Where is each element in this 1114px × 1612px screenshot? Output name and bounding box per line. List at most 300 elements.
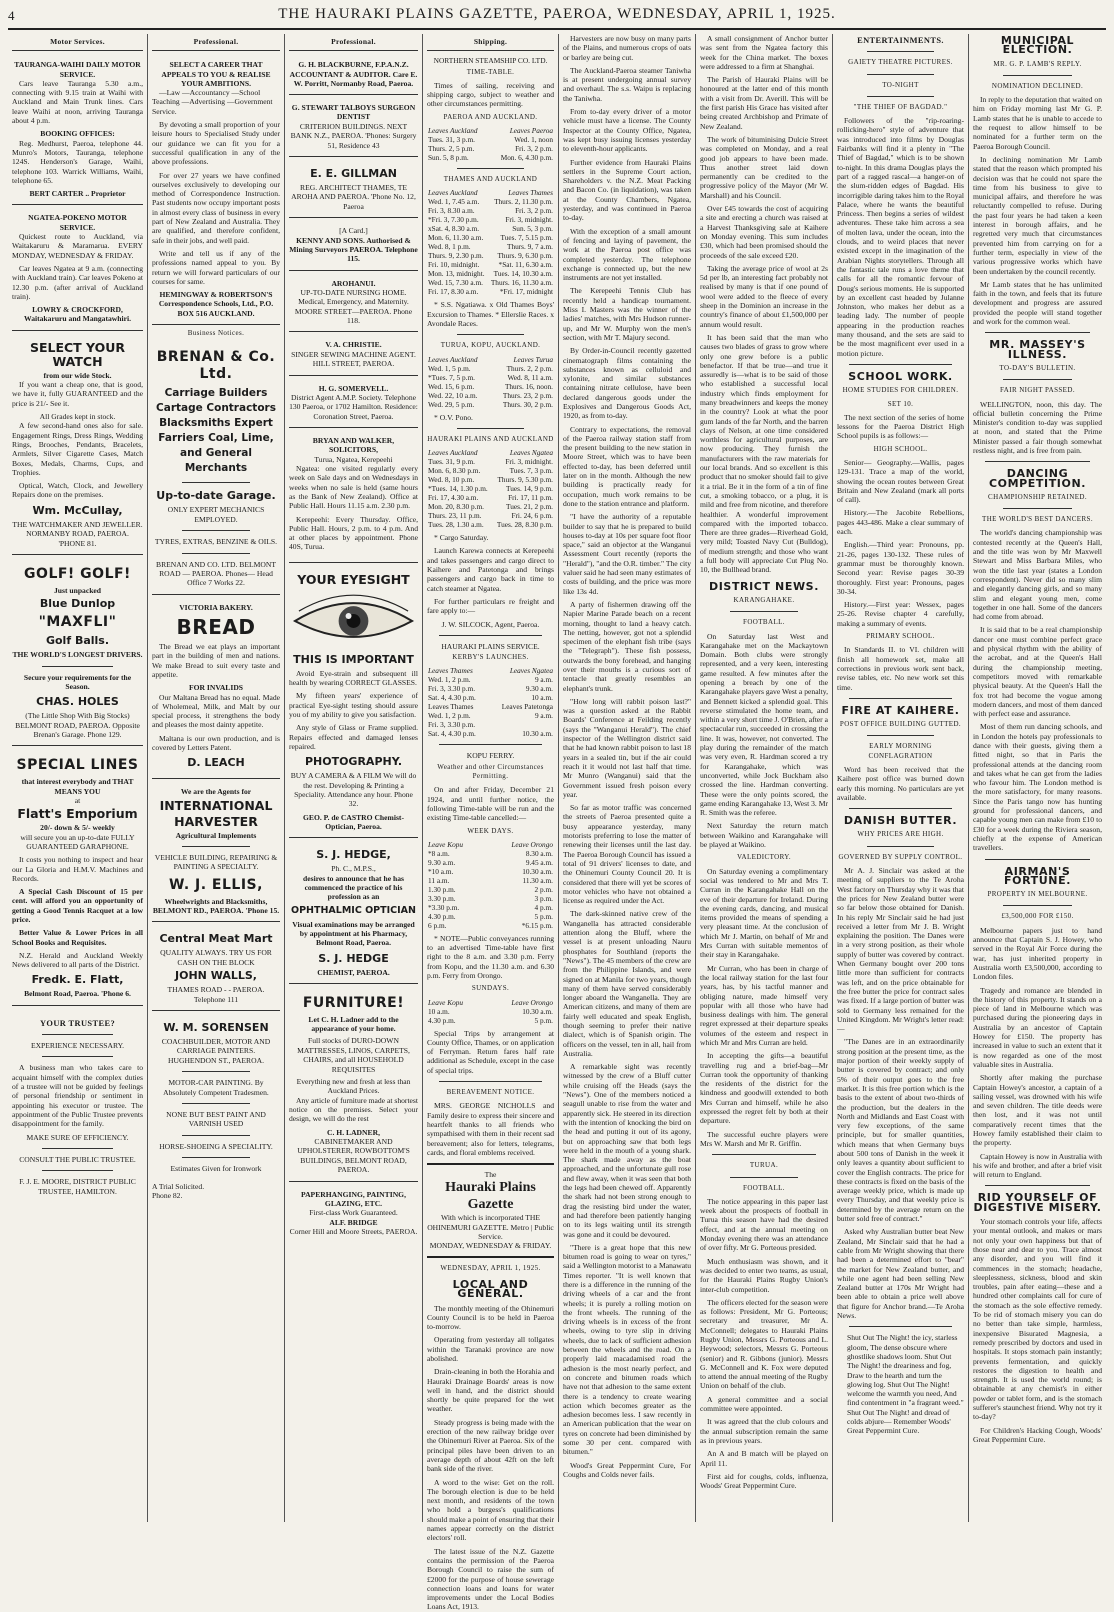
ad-body: Estimates Given for Ironwork xyxy=(170,1164,262,1174)
route-title: PAEROA AND AUCKLAND. xyxy=(443,112,538,121)
timetable-cell: Thurs. 9, 7 a.m. xyxy=(506,242,553,252)
column-5 xyxy=(559,34,696,1522)
ad-body: Avoid Eye-strain and subsequent ill health by wearing CORRECT GLASSES. xyxy=(289,668,418,688)
ad-title: INTERNATIONAL xyxy=(159,797,273,813)
article-subhead: FOOTBALL. xyxy=(743,618,785,627)
article-paragraph: The dark-skinned native crew of the Wanganella has attracted considerable attention along the Bluff, where the vessel is at present unloading Nauru phosphates for Southland (reports the "News"). The 45 members of the crew are from the Philippine Islands, and were signed on at Manila for two years, though many of them have served considerably longer aboard the Wanganella. They are American citizens, and many of them are fairly well educated and speak English, though seeming to prefer their native dialect, which is of Spanish origin. The officers on the vessel, ten in all, hail from Australia. xyxy=(563,909,691,1058)
ad-title: W. M. SORENSEN xyxy=(163,1020,269,1034)
timetable-row xyxy=(427,215,554,224)
ad-body: By devoting a small proportion of your leisure hours to Specialised Study under our guidance we can fit you for a successful qualification in any of the above professions. xyxy=(152,120,280,167)
column-8 xyxy=(969,34,1106,1522)
timetable-cell: *10 a.m. xyxy=(428,866,454,876)
timetable-cell: 6 p.m. xyxy=(428,920,447,930)
timetable-row xyxy=(427,242,554,251)
ad-subtitle: EXPERIENCE NECESSARY. xyxy=(30,1041,125,1051)
article-headline: DISTRICT NEWS. xyxy=(709,579,819,593)
timetable-row xyxy=(427,135,554,144)
ad-body: SINGER SEWING MACHINE AGENT. HILL STREET, PAEROA. xyxy=(291,349,416,369)
article-paragraph: With the exception of a small amount of fencing and laying of pavement, the work at the Paeroa post office was completed yesterday. The telephone exchange is connected up, but the new instruments are not yet installed. xyxy=(563,226,691,283)
ad-brand: Blue Dunlop xyxy=(39,597,116,611)
article-subhead: VALEDICTORY. xyxy=(736,853,791,862)
nameplate-subtitle: With which is incorporated THE OHINEMURI GAZETTE. Metro | Public Service. xyxy=(427,1213,554,1242)
timetable-cell: 10 a.m. xyxy=(531,693,553,703)
ad-title: V. A. CHRISTIE. xyxy=(325,340,382,350)
ad-body: Ngatea: one visited regularly every week on Sale days and on Wednesdays in weeks when no sale is held (same hours as the Bank of New Zealand). Office at Public Hall. Hours 11.15 a.m. 2.30 p.m. xyxy=(289,464,418,511)
timetable-cell: Thurs. 30, 2 p.m. xyxy=(502,399,553,409)
timetable-row xyxy=(427,1007,554,1016)
article-paragraph: Drain-cleaning in both the Horahia and Hauraki Drainage Boards' areas is now well in hand, and the district should shortly be quite prepared for the wet weather. xyxy=(427,1367,554,1414)
nameplate-the: The xyxy=(484,1170,497,1180)
timetable-cell: Leaves Turua xyxy=(513,354,553,364)
ad-title: NGATEA-POKENO MOTOR SERVICE. xyxy=(28,213,127,232)
ad-title: Central Meat Mart xyxy=(159,932,273,946)
article-subhead: GOVERNED BY SUPPLY CONTROL. xyxy=(838,852,963,861)
ad-name: S. J. HEDGE xyxy=(318,951,389,965)
timetable-row xyxy=(427,269,554,278)
timetable-row xyxy=(427,153,554,162)
advertisement xyxy=(12,209,143,330)
timetable-cell: Leaves Auckland xyxy=(428,126,478,136)
timetable-cell: Leaves Auckland xyxy=(428,188,478,198)
article-paragraph: Over £45 towards the cost of acquiring a site and erecting a church was raised at a Harvest Thanksgiving sale at Kaihere on Monday evening. This sum includes £30, which had been promised should the proceeds of the sale exceed £20. xyxy=(700,204,828,260)
advertisement xyxy=(152,926,280,1011)
ad-body: My fifteen years' experience of practical Eye-sight testing should assure you of my ability to give you satisfaction. xyxy=(289,691,418,719)
timetable-cell: *6.15 p.m. xyxy=(521,920,553,930)
ad-subtitle: [A Card.] xyxy=(339,226,368,236)
timetable-row xyxy=(427,457,554,466)
timetable-cell: 3.30 p.m. xyxy=(428,893,456,903)
article-subhead: FAIR NIGHT PASSED. xyxy=(1000,386,1075,395)
ad-title: PAPERHANGING, PAINTING, GLAZING, ETC. xyxy=(301,1189,406,1208)
article-subhead: £3,500,000 FOR £150. xyxy=(1001,912,1074,921)
ad-body: NONE BUT BEST PAINT AND VARNISH USED xyxy=(166,1109,266,1129)
ad-title: SPECIAL LINES xyxy=(16,757,139,774)
timetable-cell: Wed. 8, 10 p.m. xyxy=(428,475,475,485)
timetable-cell: Leaves Auckland xyxy=(428,448,478,458)
timetable-cell: Fri. 3, 2 p.m. xyxy=(515,144,553,154)
ad-body: District Agent A.M.P. Society. Telephone 130 Paeroa, or 1702 Hamilton. Residence: Coronation Street, Paeroa. xyxy=(289,392,418,421)
ad-brand: Golf Balls. xyxy=(45,634,110,648)
timetable-cell: 11 a.m. xyxy=(428,875,450,885)
timetable-cell: *3.30 p.m. xyxy=(428,902,460,912)
ad-body: TYRES, EXTRAS, BENZINE & OILS. xyxy=(154,537,278,547)
ad-body: Maltana is our own production, and is covered by Letters Patent. xyxy=(152,733,280,753)
article-paragraph: The Auckland-Paeroa steamer Taniwha is at present undergoing annual survey and overhaul. The s.s. Waipu is replacing the Taniwha. xyxy=(563,65,691,103)
advertisement xyxy=(289,380,418,429)
article-paragraph: First aid for coughs, colds, influenza, Woods' Great Peppermint Cure. xyxy=(700,1471,828,1491)
article-subhead: FOOTBALL. xyxy=(743,1183,785,1192)
timetable-cell: Leave Kopu xyxy=(428,839,464,849)
article-subhead: HIGH SCHOOL. xyxy=(873,444,928,453)
timetable-cell: Fri. 3, midnight. xyxy=(505,457,553,467)
ad-body: Full stocks of DURO-DOWN MATTRESSES, LINOS, CARPETS, CHAIRS, and all HOUSEHOLD REQUISITES xyxy=(297,1036,410,1074)
ad-body: HORSE-SHOEING A SPECIALITY. xyxy=(159,1141,273,1151)
article-headline: SCHOOL WORK. xyxy=(848,369,953,383)
timetable-note: For further particulars re freight and fare apply to:— xyxy=(427,596,554,616)
article-paragraph: The world's dancing championship was contested recently at the Queen's Hall, and the title was won by Mr Maxwell Stewart and Miss Barbara Miles, who won the title last year (states a London correspondent). Never did so many slim and elegantly dancing girls, and so many slim and elegant young men, come together in one hall. Some of the dancers had come from abroad. xyxy=(973,528,1102,622)
timetable-cell: Sun. 5, 8 p.m. xyxy=(428,153,469,163)
timetable-cell: *Fri. 17, midnight xyxy=(499,287,553,297)
ad-subtitle: from our wide Stock. xyxy=(43,370,112,380)
timetable-cell: 9 a.m. xyxy=(534,711,553,721)
ad-body: REG. ARCHITECT THAMES, TE AROHA AND PAEROA. 'Phone No. 12, Paeroa xyxy=(291,183,416,211)
article-paragraph: "How long will rabbit poison last?" was a question asked at the Rabbit Boards' Conference at Feilding recently (says the "Wanganui Herald"). The chief inspector of the Wellington district said that he had known rabbit poison to last 18 years in a sealed tin, but if the air could reach it it would not last half that time. Mr Munro (Wanganui) said that the Government issued fresh poison every year. xyxy=(563,696,691,799)
advertisement xyxy=(12,559,143,746)
newspaper-title: THE HAURAKI PLAINS GAZETTE, PAEROA, WEDNESDAY, APRIL 1, 1925. xyxy=(278,6,836,22)
route-title: HAURAKI PLAINS AND AUCKLAND xyxy=(427,434,554,443)
ad-footer: GEO. P. de CASTRO Chemist-Optician, Paeroa. xyxy=(303,812,404,832)
advertisement xyxy=(289,567,418,839)
article-paragraph: Contrary to expectations, the removal of the Paeroa railway station staff from the present building to the new station in Moore Street, which was to have been effected to-day, has been deferred until later on in the month. Although the new building is practically ready for occupation, much work remains to be done to the station entrance and platform. xyxy=(563,424,691,508)
timetable-row xyxy=(427,711,554,720)
timetable-row xyxy=(427,702,554,711)
advertisement xyxy=(289,275,418,333)
article-paragraph: The notice appearing in this paper last week about the prospects of football in Turua this season have had the desired effect, and at the annual meeting on Monday evening there was an attendance of over fifty. Mr G. Porteous presided. xyxy=(700,1196,828,1253)
timetable-cell: Tues. 14, 10.30 a.m. xyxy=(493,269,553,279)
timetable-note: Special Trips by arrangement at County Office, Thames, or on application of Ferryman. Return fares half rate additional as Schedule, except in the case of special trips. xyxy=(427,1028,554,1075)
advertisement xyxy=(152,599,280,780)
timetable-row xyxy=(427,373,554,382)
timetable-cell: Leave Orongo xyxy=(511,997,553,1007)
article-headline: DANISH BUTTER. xyxy=(843,814,958,828)
timetable-row xyxy=(427,840,554,849)
ad-body: at xyxy=(74,795,81,805)
timetable-row xyxy=(427,520,554,529)
timetable-cell: Wed. 1, 5 p.m. xyxy=(428,363,471,373)
issue-date: WEDNESDAY, APRIL 1, 1925. xyxy=(440,1263,541,1272)
masthead xyxy=(8,6,1106,30)
ad-offer: 20/- down & 5/- weekly xyxy=(40,823,115,833)
timetable-note: * Cargo Saturday. xyxy=(434,533,489,543)
nameplate-days: MONDAY, WEDNESDAY & FRIDAY. xyxy=(429,1241,552,1251)
article-paragraph: The next section of the series of home lessons for the Paeroa District High School pupils is as follows:— xyxy=(837,412,964,441)
advertisement xyxy=(289,99,418,157)
ad-body: COACHBUILDER, MOTOR AND CARRIAGE PAINTERS. HUGHENDON ST., PAEROA. xyxy=(161,1036,271,1065)
timetable-cell: Thurs. 16, noon. xyxy=(504,381,553,391)
article-paragraph: Mr Lamb states that he has unlimited faith in the town, and feels that its future development and progress are assured provided the people will stand together and work for the common weal. xyxy=(973,279,1102,327)
ad-title: YOUR EYESIGHT xyxy=(297,571,410,587)
timetable-row xyxy=(427,475,554,484)
ad-body: Better Value & Lower Prices in all School Books and Requisites. xyxy=(12,928,143,947)
ad-body: A Special Cash Discount of 15 per cent. will afford you an opportunity of getting a Good Tennis Racquet at a low price. xyxy=(12,887,143,924)
timetable-cell: Thurs. 2, 2 p.m. xyxy=(506,363,553,373)
route-title: THAMES AND AUCKLAND xyxy=(443,175,538,184)
ad-body: desires to announce that he has commenced the practice of his profession as an xyxy=(303,873,404,902)
ad-list: Carriage Builders Cartage Contractors Blacksmiths Expert Farriers Coal, Lime, and General Merchants xyxy=(156,387,276,475)
article-subhead: WHY PRICES ARE HIGH. xyxy=(857,830,944,839)
ad-subtitle: We are the Agents for xyxy=(180,787,252,797)
ad-subtitle: PHOTOGRAPHY. xyxy=(304,755,403,769)
ad-body: BUY A CAMERA & A FILM We will do the rest. Developing & Printing a Speciality. Attendance any hour. Phone 32. xyxy=(290,771,417,809)
timetable xyxy=(427,666,554,738)
ad-title: BRYAN AND WALKER, SOLICITORS, xyxy=(312,436,395,455)
timetable-cell: Wed. 15, 6 p.m. xyxy=(428,381,475,391)
article-paragraph: Further evidence from Hauraki Plains settlers in the Supreme Court action, Shareholders v. the N.Z. Meat Packing and Bacon Co. (in liquidation), was taken at the County Chambers, Ngatea, yesterday, and was continued in Paeroa to-day. xyxy=(563,157,691,223)
timetable-cell: Tues. 28, 1.30 a.m. xyxy=(428,520,484,530)
timetable-cell: Wed. 15, 7.30 a.m. xyxy=(428,278,483,288)
section-header: Professional. xyxy=(289,34,418,51)
ad-name: Fredk. E. Flatt, xyxy=(31,973,124,987)
article-paragraph: It has been said that the man who causes two blades of grass to grow where only one grew before is a public benefactor. If that be true—and true it assuredly is—what is to be said of those who established a successful local industry which finds employment for many breadwinners and keeps the money in the country? Look at what the poor gum lands of the far North, and the barren clays of Nelson, at one time considered worthless for agricultural purposes, are now producing. They furnish the manufacturers with the raw materials for our local brands. And so excellent is this product that no smoker should fail to give it a trial. Be it in the form of a tin of fine cut, a smoking tobacco, or a plug, it is mild and free from nicotine, and therefore healthier. A wonderful improvement compared with the imported tobacco. There are three grades—Riverhead Gold, very mild; Toasted Navy Cut (Bulldog), of medium strength; and those who want a full body will appreciate Cut Plug No. 10, the Bullhead brand. xyxy=(700,332,828,575)
ad-body: Our Maltana Bread has no equal. Made of Wholemeal, Milk, and Malt by our special process, it strengthens the body and pleases the most dainty appetite. xyxy=(152,692,280,730)
ad-name: C. H. LADNER, xyxy=(327,1127,380,1137)
column-6 xyxy=(696,34,833,1522)
ad-title: SELECT YOUR WATCH xyxy=(29,339,126,369)
advertisement xyxy=(289,1186,418,1243)
advertisement xyxy=(12,750,143,1005)
ad-body: For over 27 years we have confined ourselves exclusively to developing our method of Correspondence Instruction. Past students now occupy important posts in almost every class of business in every part of New Zealand and Australia. They are qualified, and therefore confident, safe in their jobs, and well paid. xyxy=(152,170,280,245)
timetable-cell: Leaves Ngatea xyxy=(509,666,553,676)
timetable-cell: Thurs. 2, 11.30 p.m. xyxy=(494,197,553,207)
ad-address: THE WATCHMAKER AND JEWELLER. NORMANBY ROAD, PAEROA. 'PHONE 81. xyxy=(12,519,143,548)
article-paragraph: A remarkable sight was recently witnessed by the crew of a Bluff cutter while cruising off the Heads (says the "News"). One of the members noticed a seagull unable to rise from the water and apparently sick. He steered in its direction with the intention of knocking the bird on the head and putting it out of its agony, but on approaching saw that both legs were held in the mouth of a young shark. The shark made away as the boat approached, and the unfortunate gull rose and flew away, when it was seen that both the legs had been chewed off. Apparently the shark had not been strong enough to drag the resisting bird under the water, and had therefore been patiently hanging on to its legs waiting until its strength was gone and it could be devoured. xyxy=(563,1062,691,1239)
timetable-cell: Thurs. 9, 5.30 p.m. xyxy=(497,475,553,485)
timetable-row xyxy=(427,1016,554,1025)
timetable-cell: 2 p.m. xyxy=(534,884,553,894)
ad-body: Kerepeehi: Every Thursday. Office, Public Hall. Hours, 2 p.m. to 4 p.m. And at other places by appointment. Phone 40S, Turua. xyxy=(289,514,418,552)
article-paragraph: WELLINGTON, noon, this day. The official bulletin concerning the Prime Minister's condition to-day was supplied at noon, and stated that the Prime Minister passed a fair though somewhat restless night, and is free from pain. xyxy=(973,399,1102,455)
timetable-cell: *Fri. 3, 7.30 p.m. xyxy=(428,215,479,225)
timetable-row xyxy=(427,675,554,684)
ad-body: The Bread we eat plays an important part in the building of men and nations. We make Bread to suit every taste and appetite. xyxy=(152,642,280,679)
article-headline: RID YOURSELF OF DIGESTIVE MISERY. xyxy=(973,1191,1102,1214)
article-paragraph: Mr A. J. Sinclair was asked at the meeting of suppliers to the Te Aroha West factory on Thursday why it was that the prices for New Zealand butter were so far below those obtained for Danish. In his reply Mr Sinclair said he had just received a letter from Mr J. B. Wright explaining the position. The Danes were in a very strong position, as their whole supply of butter was covered by contract. When Germany bought over 200 tons little more than sufficient for contracts was left, and on the price obtainable for the free butter the price for contract sales was fixed. If a large portion of butter was sold to Germany less remained for the United Kingdom. Mr Wright's letter read:— xyxy=(837,866,964,1034)
article-paragraph: Melbourne papers just to hand announce that Captain S. J. Howey, who served in the Royal Air Force during the war, has just inherited property in Australia worth £3,500,000, according to London files. xyxy=(973,925,1102,982)
ad-name: JOHN WALLS, xyxy=(175,969,257,983)
ad-body: UP-TO-DATE NURSING HOME. Medical, Emergency, and Maternity. MOORE STREET—PAEROA. Phone 118. xyxy=(294,287,413,326)
article-paragraph: Harvesters are now busy on many parts of the Plains, and numerous crops of oats or barley are being cut. xyxy=(563,34,691,62)
timetable-row xyxy=(427,400,554,409)
timetable-row xyxy=(427,355,554,364)
timetable-cell: Leaves Thames xyxy=(508,188,553,198)
ad-title: BRENAN & Co. Ltd. xyxy=(156,349,276,383)
article-subhead: GAIETY THEATRE PICTURES. xyxy=(848,58,953,67)
ad-title: G. STEWART TALBOYS SURGEON DENTIST xyxy=(291,103,416,122)
article-paragraph: English.—Third year: Pronouns, pp. 21-26, pages 130-132. These rules of grammar must be thoroughly known. Second year: Revise pages 30-39 thoroughly. First year: Pronouns, pages 30-34. xyxy=(837,540,964,596)
ad-subtitle: VICTORIA BAKERY. xyxy=(179,602,253,612)
article-headline: LOCAL AND GENERAL. xyxy=(452,1277,529,1301)
timetable-cell: Leave Orongo xyxy=(511,839,553,849)
article-paragraph: Much enthusiasm was shown, and it was decided to enter two teams, as usual, for the Hauraki Plains Rugby Union's inter-club competition. xyxy=(700,1256,828,1294)
ad-title: SELECT A CAREER THAT APPEALS TO YOU & REALISE YOUR AMBITIONS. xyxy=(161,60,271,88)
article-paragraph: Most of them run dancing schools, and in London the hotels pay professionals to dance with their guests, giving them a fitted night, so that in Paris the professional attends at the dancing room and takes what he can get from the ladies who favour him. The London method is the more satisfactory, for many reasons. Since the Paris tango now has hunting ground for professional dancers, and capable young men can make from £10 to £30 for a week during the Riviera season, chiefly at the expense of American travellers. xyxy=(973,722,1102,853)
article-paragraph: Operating from yesterday all tollgates within the Taranaki province are now abolished. xyxy=(427,1335,554,1363)
column-3 xyxy=(285,34,423,1522)
advertisement xyxy=(289,336,418,375)
article-paragraph: The Kerepeehi Tennis Club has recently held a handicap tournament. Miss I. Masters was the winner of the ladies' matches, with Mrs Hudson runner-up, and Mr W. Murphy won the men's section, with Mr T. Majury second. xyxy=(563,286,691,342)
timetable-row xyxy=(427,849,554,858)
advertisement xyxy=(152,1015,280,1206)
timetable-cell: Wed. 22, 10 a.m. xyxy=(428,390,478,400)
article-headline: MUNICIPAL ELECTION. xyxy=(1000,34,1075,57)
timetable-cell: Fri. 17, 11 p.m. xyxy=(508,493,553,503)
timetable-cell: Wed. 1, 2 p.m. xyxy=(428,711,471,721)
timetable-cell: 8.30 a.m. xyxy=(525,848,553,858)
timetable-cell: 9.30 a.m. xyxy=(525,684,553,694)
timetable-cell: 5 p.m. xyxy=(534,1015,553,1025)
notice-title: BEREAVEMENT NOTICE. xyxy=(446,1088,535,1097)
timetable-row xyxy=(427,484,554,493)
timetable-cell: Wed. 1, 2 p.m. xyxy=(428,675,471,685)
ad-body: G. H. BLACKBURNE, F.P.A.N.Z. ACCOUNTANT & AUDITOR. Care E. W. Porritt, Normanby Road, Paeroa. xyxy=(289,60,418,88)
timetable-cell: 1.30 p.m. xyxy=(428,884,456,894)
ad-body: ONLY EXPERT MECHANICS EMPLOYED. xyxy=(167,505,265,524)
timetable-cell: Wed. 8, 11 a.m. xyxy=(507,372,553,382)
timetable-cell: Leaves Paeroa xyxy=(509,126,553,136)
ad-body: Everything new and fresh at less than Auckland Prices. xyxy=(296,1077,411,1096)
page-number: 4 xyxy=(8,8,16,23)
article-paragraph: A word to the wise: Get on the roll. The borough election is due to be held next month, and residents of the town who hold a burgess's qualifications should make a point of ensuring that their names appear correctly on the district electors' roll. xyxy=(427,1477,554,1543)
ad-body: All Grades kept in stock. xyxy=(39,411,116,421)
timetable-row xyxy=(427,876,554,885)
ad-body: Let C. H. Ladner add to the appearance of your home. xyxy=(308,1014,399,1034)
timetable-cell xyxy=(488,720,554,729)
timetable-cell: *Tues. 7, 5 p.m. xyxy=(428,372,475,382)
article-subhead: KARANGAHAKE. xyxy=(733,595,795,604)
timetable-cell: Tues. 31, 9 p.m. xyxy=(428,457,475,467)
ad-title: TAURANGA-WAIHI DAILY MOTOR SERVICE. xyxy=(14,60,141,79)
article-subhead: "THE THIEF OF BAGDAD." xyxy=(853,102,948,111)
ad-subtitle: BOOKING OFFICES: xyxy=(40,129,115,139)
timetable-cell: Leaves Thames xyxy=(428,702,474,712)
ad-title: GOLF! GOLF! xyxy=(24,565,131,582)
timetable-cell: Thurs. 16, 11.30 a.m. xyxy=(490,278,553,288)
article-paragraph: "There is a great hope that this new bitumen road is going to wear on tyres," said a Wellington motorist to a Manawatu Times reporter. "It is well known that there is a difference in the running of the driving wheels of a car and the front wheels; it is purely a rolling motion on the front wheels. The running of the driving wheels is in excess of the front wheels, owing to tyre slip in driving wheels, due to lack of sufficient adhesion between the wheels and the road. On a properly laid macadamised road the adhesion is the most nearly perfect, and on concrete and bitumen roads which have not that adhesion to the same extent there is a tendency to create wearing action which becomes greater as the adhesion becomes less. I saw recently in an American publication that the wear on tyres on concrete had been diminished by some 30 per cent. compared with bitumen." xyxy=(563,1242,691,1457)
ad-footer: F. J. E. MOORE, DISTRICT PUBLIC TRUSTEE, HAMILTON. xyxy=(19,1177,136,1196)
ad-body: Quickest route to Auckland, via Waitakaruru & Maramarua. EVERY MONDAY, WEDNESDAY & FRIDAY. xyxy=(12,232,143,260)
timetable-row xyxy=(427,260,554,269)
ad-body: If you want a cheap one, that is good, we have it, fully GUARANTEED and the price is 21/- See it. xyxy=(12,380,143,408)
article-subhead: SET 10. xyxy=(887,399,914,408)
timetable-note: * O.V. Pono. xyxy=(434,412,473,422)
timetable-row xyxy=(427,391,554,400)
article-paragraph: By Order-in-Council recently gazetted cinematograph films containing the substances known as celluloid and xylonite, and similar substances containing nitrate cellulose, have been declared dangerous goods under the Explosives and Dangerous Goods Act, 1920, as from to-day. xyxy=(563,346,691,421)
timetable-row xyxy=(427,693,554,702)
timetable xyxy=(427,448,554,529)
timetable-cell: Sat. 4, 4.30 p.m. xyxy=(428,729,476,739)
timetable-cell: 10.30 a.m. xyxy=(522,1006,553,1016)
advertisement xyxy=(12,56,143,205)
timetable-cell: Fri. 3, 3.30 p.m. xyxy=(428,720,476,730)
timetable xyxy=(427,840,554,930)
notice-body: MRS. GEORGE NICHOLLS and Family desire to express their sincere and heartfelt thanks to all friends who sympathised with them in their recent sad bereavement; also for letters, telegrams, cards, and floral emblems received. xyxy=(427,1101,554,1157)
article-headline: DANCING COMPETITION. xyxy=(988,467,1087,490)
advertisement xyxy=(12,1010,143,1202)
article-paragraph: Taking the average price of wool at 2s 5d per lb, an interesting fact probably not realised by many is that if one pound of wool were added to the fleece of every sheep in the Dominion an increase in the country's finance of about £1,500,000 per annum would result. xyxy=(700,263,828,329)
article-paragraph: Next Saturday the return match between Waikino and Karangahake will be played at Waikino. xyxy=(700,821,828,850)
timetable-cell: *8 a.m. xyxy=(428,848,450,858)
timetable-row xyxy=(427,126,554,135)
timetable-cell: 10.30 a.m. xyxy=(522,729,553,739)
timetable xyxy=(427,355,554,409)
ad-name: W. J. ELLIS, xyxy=(169,876,263,893)
timetable-row xyxy=(427,233,554,242)
column-7 xyxy=(833,34,969,1522)
ad-footer: BERT CARTER .. Proprietor xyxy=(29,189,126,199)
timetable-row xyxy=(427,448,554,457)
timetable-cell: 4 p.m. xyxy=(534,902,553,912)
timetable-row xyxy=(427,197,554,206)
article-subhead: PROPERTY IN MELBOURNE. xyxy=(987,890,1088,899)
ad-address: CABINETMAKER AND UPHOLSTERER, ROWBOTTOM'S BUILDINGS, BELMONT ROAD, PAEROA. xyxy=(297,1137,410,1175)
article-subhead: TURUA. xyxy=(749,1161,779,1170)
ad-title: HARVESTER xyxy=(174,813,258,829)
timetable-cell: *Sat. 11, 6.30 a.m. xyxy=(498,260,553,270)
timetable-cell: 10 a.m. xyxy=(428,1006,450,1016)
article-paragraph: The latest issue of the N.Z. Gazette contains the permission of the Paeroa Borough Council to raise the sum of £2000 for the purpose of house sewerage connection loans and loans for water improvements under the Local Bodies Loans Act, 1913. xyxy=(427,1546,554,1612)
advertisement xyxy=(289,161,418,218)
timetable-row xyxy=(427,885,554,894)
ad-subtitle: FOR INVALIDS xyxy=(188,683,244,693)
ad-body: CRITERION BUILDINGS. NEXT BANK N.Z., PAEROA. 'Phones: Surgery 51, Residence 43 xyxy=(290,121,417,150)
ad-name: CHAS. HOLES xyxy=(36,695,119,709)
ad-address: (The Little Shop With Big Stocks) BELMONT ROAD, PAEROA. Opposite Brenan's Garage. Phone 129. xyxy=(15,711,140,739)
timetable-cell: Tues. 21, 2 p.m. xyxy=(506,502,553,512)
ad-subtitle: MAKE SURE OF EFFICIENCY. xyxy=(26,1132,129,1142)
ad-name: Flatt's Emporium xyxy=(17,806,138,822)
timetable-cell: 3 p.m. xyxy=(534,893,553,903)
timetable-cell: Tues. 7, 3 p.m. xyxy=(509,466,553,476)
ad-body: A Trial Solicited. xyxy=(152,1181,205,1191)
ad-body: N.Z. Herald and Auckland Weekly News delivered to all parts of the District. xyxy=(12,950,143,970)
timetable-row xyxy=(427,188,554,197)
article-subhead: CHAMPIONSHIP RETAINED. xyxy=(988,492,1087,501)
ad-body: Write and tell us if any of the professions named appeal to you. By return we will forward particulars of our courses for same. xyxy=(152,248,280,286)
ad-body: Car leaves Ngatea at 9 a.m. (connecting with Auckland train). Car leaves Pokeno at 12.30 p.m. (after arrival of Auckland train). xyxy=(12,263,143,301)
section-header: Professional. xyxy=(152,34,280,51)
article-paragraph: In accepting the gifts—a beautiful travelling rug and a brief-bag—Mr Curran took the opportunity of thanking the residents of the district for the kindness and goodwill extended to both Mrs Curran and himself, while he also expressed the regret felt by both at their departure. xyxy=(700,1051,828,1126)
article-subhead: POST OFFICE BUILDING GUTTED. xyxy=(839,720,962,729)
timetable-cell: Thurs. 23, 11 p.m. xyxy=(428,511,482,521)
section-header: Motor Services. xyxy=(12,34,143,51)
timetable-cell: Mon. 6, 4.30 p.m. xyxy=(500,153,553,163)
ad-body: Secure your requirements for the Season. xyxy=(23,672,132,691)
timetable-cell: Fri. 3, 8.30 a.m. xyxy=(428,206,475,216)
ad-title: YOUR TRUSTEE? xyxy=(39,1018,116,1028)
article-headline: FIRE AT KAIHERE. xyxy=(841,703,960,717)
article-paragraph: Captain Howey is now in Australia with his wife and brother, and after a brief visit will return to England. xyxy=(973,1151,1102,1180)
ad-address: CHEMIST, PAEROA. xyxy=(317,967,390,977)
timetable-row xyxy=(427,720,554,729)
advertisement xyxy=(152,783,280,922)
ad-title: AROHANUI. xyxy=(331,278,376,288)
eye-illustration-icon xyxy=(289,591,418,649)
ad-address: THAMES ROAD - - PAEROA. Telephone 111 xyxy=(167,985,265,1004)
timetable-row xyxy=(427,894,554,903)
ad-body: Optical, Watch, Clock, and Jewellery Repairs done on the premises. xyxy=(12,481,143,500)
timetable-row xyxy=(427,502,554,511)
route-title: TURUA, KOPU, AUCKLAND. xyxy=(440,341,541,350)
ad-name: ALF. BRIDGE xyxy=(329,1217,378,1227)
timetable-cell: Mon. 6, 11.30 a.m. xyxy=(428,233,484,243)
ad-brand: "MAXFLI" xyxy=(38,614,117,631)
ad-address: BRENAN AND CO. LTD. BELMONT ROAD — PAEROA. Phones— Head Office 7 Works 22. xyxy=(156,559,276,588)
article-paragraph: In reply to the deputation that waited on him on Friday morning last Mr G. P. Lamb states that he is unable to accede to the request to allow himself to be nominated for a further term on the Paeroa Borough Council. xyxy=(973,95,1102,151)
timetable-cell: Wed. 8, 1 p.m. xyxy=(428,242,471,252)
section-header: Shipping. xyxy=(427,34,554,51)
timetable-cell: Fri. 24, 6 p.m. xyxy=(511,511,553,521)
article-paragraph: History.—The Jacobite Rebellions, pages 443-486. Make a clear summary of each. xyxy=(837,508,964,537)
ad-body: First-class Work Guaranteed. xyxy=(309,1208,398,1218)
advertisement xyxy=(152,342,280,594)
article-paragraph: The work of bituminising Dulcie Street was completed on Monday, and a real good job appears to have been made. Thus another street laid down permanently can be credited to the progressive policy of the Mayor (Mr W. Marshall) and his Council. xyxy=(700,134,828,200)
ad-address: Corner Hill and Moore Streets, PAEROA. xyxy=(289,1226,418,1236)
article-paragraph: "The Danes are in an extraordinarily strong position at the present time, as the major portion of their weekly supply of butter is covered by contract; and only 5% of their output goes to the free market. It is this free portion which is the basis to the extent of about two-thirds of the production, but the dealers in the North and Midlands and East Coast with very few exceptions, of the same principle, but for smaller quantities, which means that when Germany buys about 500 tons of Danish in the week it only leaves a quantity about sufficient to cover the English contracts. The price for these contracts is fixed on the basis of the average weekly price, which is made up every Thursday, and that weekly price is determined by the average return on the butter sold free of contract." xyxy=(837,1037,964,1224)
article-headline: AIRMAN'S FORTUNE. xyxy=(1004,864,1071,887)
article-subhead: MR. G. P. LAMB'S REPLY. xyxy=(993,59,1082,68)
timetable-cell: Tues. 14, 9 p.m. xyxy=(506,484,553,494)
timetable-row xyxy=(427,251,554,260)
